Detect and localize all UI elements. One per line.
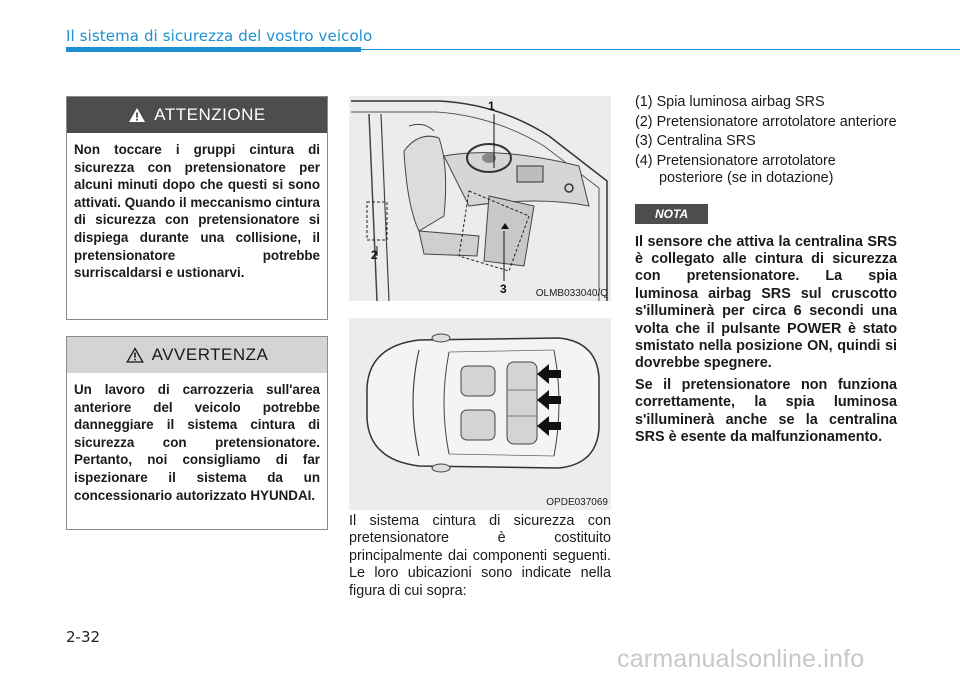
- header-accent-bar: [66, 47, 361, 52]
- header-rule: [361, 49, 960, 50]
- attention-header: [67, 97, 327, 133]
- attention-box: [66, 96, 328, 320]
- component-item: (2) Pretensionatore arrotolatore anteriore: [635, 113, 897, 130]
- warning-text: Un lavoro di carrozzeria sull'area anteriore del veicolo potrebbe danneggiare il sistema cintura di sicurezza con pretensionatore. Pertanto, noi consigliamo di far ispezionare il sistema da un concessionario autorizzato HYUNDAI.: [74, 382, 320, 503]
- component-item: (3) Centralina SRS: [635, 133, 756, 149]
- callout-3: 3: [500, 282, 507, 296]
- watermark: carmanualsonline.info: [617, 645, 865, 673]
- warning-header: [67, 337, 327, 373]
- warning-triangle-icon: [128, 107, 146, 123]
- note-paragraph: Il sensore che attiva la centralina SRS è collegato alle cintura di sicurezza con pretensionatore. La spia luminosa airbag SRS sul cruscotto s'illuminerà per circa 6 secondi una volta che il pulsante POWER è stato smistato nella posizione ON, quindi si dovrebbe spegnere.: [635, 233, 897, 372]
- callout-1: 1: [488, 99, 495, 113]
- car-top-view-drawing: [349, 318, 611, 510]
- section-title: Il sistema di sicurezza del vostro veicolo: [66, 27, 373, 45]
- intro-paragraph: Il sistema cintura di sicurezza con pretensionatore è costituito principalmente dai componenti seguenti. Le loro ubicazioni sono indicate nella figura di cui sopra:: [349, 513, 611, 599]
- warning-triangle-outline-icon: [126, 347, 144, 363]
- right-column: [635, 94, 897, 446]
- figure-2-code: OPDE037069: [546, 497, 608, 508]
- interior-illustration: [349, 96, 611, 301]
- note-paragraph: Se il pretensionatore non funziona correttamente, la spia luminosa s'illuminerà anche se la centralina SRS è esente da malfunzionamento.: [635, 376, 897, 445]
- top-view-illustration: [349, 318, 611, 510]
- warning-label: AVVERTENZA: [151, 345, 269, 364]
- page-number: 2-32: [66, 628, 101, 646]
- callout-2: 2: [371, 248, 378, 262]
- attention-text: Non toccare i gruppi cintura di sicurezza con pretensionatore per alcuni minuti dopo che questi si sono attivati. Quando il meccanismo cintura di sicurezza con pretensionatore si dispiega durante una collisione, il pretensionatore potrebbe surriscaldarsi e ustionarvi.: [74, 142, 320, 281]
- component-item: (4) Pretensionatore arrotolatore posteriore (se in dotazione): [635, 152, 836, 186]
- attention-label: ATTENZIONE: [154, 105, 266, 124]
- car-interior-drawing: [349, 96, 611, 301]
- figure-1-code: OLMB033040/Q: [535, 288, 608, 299]
- note-badge: NOTA: [635, 204, 708, 224]
- component-item: (1) Spia luminosa airbag SRS: [635, 94, 825, 110]
- warning-box: [66, 336, 328, 530]
